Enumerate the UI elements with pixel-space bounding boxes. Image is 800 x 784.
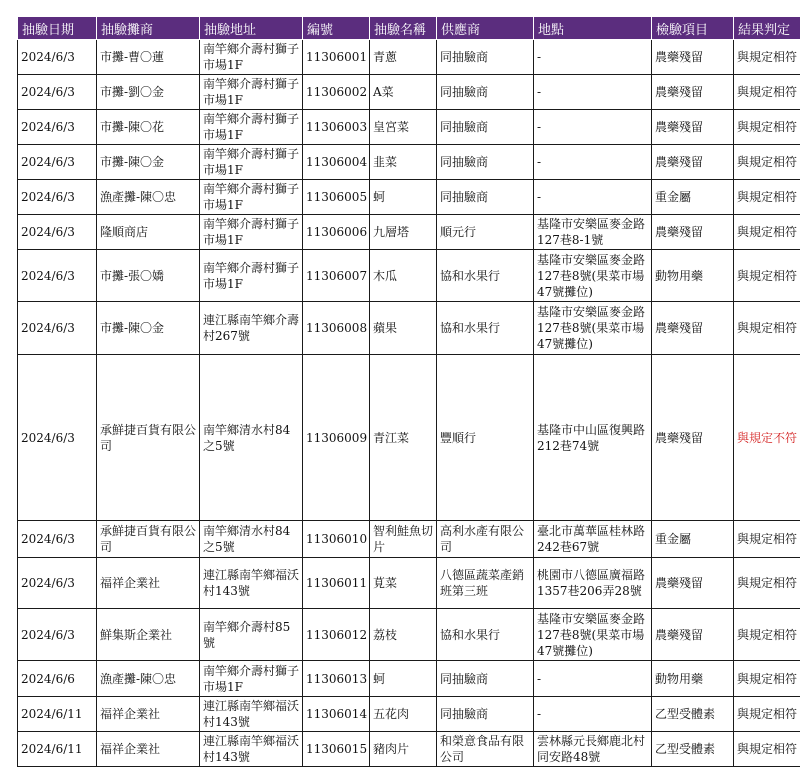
table-row [18, 609, 800, 661]
location-cell: 基隆市安樂區麥金路127巷8號(果菜市場47號攤位) [534, 609, 652, 661]
date-cell: 2024/6/3 [18, 250, 97, 302]
date-cell: 2024/6/11 [18, 732, 97, 767]
item-name-cell: 蘋果 [370, 302, 437, 355]
supplier-cell: 協和水果行 [437, 250, 534, 302]
number-cell: 11306008 [303, 302, 370, 355]
location-cell: - [534, 75, 652, 110]
header-number: 編號 [303, 17, 370, 40]
date-cell: 2024/6/3 [18, 302, 97, 355]
location-cell: - [534, 40, 652, 75]
address-cell: 南竿鄉清水村84之5號 [200, 355, 303, 521]
header-supplier: 供應商 [437, 17, 534, 40]
number-cell: 11306009 [303, 355, 370, 521]
header-test-item: 檢驗項目 [652, 17, 734, 40]
result-cell: 與規定相符 [734, 558, 800, 609]
item-name-cell: 皇宮菜 [370, 110, 437, 145]
number-cell: 11306001 [303, 40, 370, 75]
test-item-cell: 乙型受體素 [652, 697, 734, 732]
result-cell: 與規定相符 [734, 521, 800, 558]
number-cell: 11306006 [303, 215, 370, 250]
location-cell: - [534, 145, 652, 180]
date-cell: 2024/6/3 [18, 145, 97, 180]
result-cell: 與規定相符 [734, 215, 800, 250]
vendor-cell: 鮮集斯企業社 [97, 609, 200, 661]
address-cell: 南竿鄉介壽村85號 [200, 609, 303, 661]
date-cell: 2024/6/3 [18, 180, 97, 215]
supplier-cell: 豐順行 [437, 355, 534, 521]
vendor-cell: 市攤-張〇嬌 [97, 250, 200, 302]
table-row [18, 145, 800, 180]
address-cell: 南竿鄉介壽村獅子市場1F [200, 145, 303, 180]
location-cell: 雲林縣元長鄉鹿北村同安路48號 [534, 732, 652, 767]
item-name-cell: 莧菜 [370, 558, 437, 609]
vendor-cell: 承鮮捷百貨有限公司 [97, 355, 200, 521]
address-cell: 南竿鄉介壽村獅子市場1F [200, 40, 303, 75]
number-cell: 11306010 [303, 521, 370, 558]
address-cell: 南竿鄉介壽村獅子市場1F [200, 661, 303, 697]
address-cell: 南竿鄉介壽村獅子市場1F [200, 250, 303, 302]
date-cell: 2024/6/11 [18, 697, 97, 732]
location-cell: 桃園市八德區廣福路1357巷206弄28號 [534, 558, 652, 609]
number-cell: 11306015 [303, 732, 370, 767]
vendor-cell: 隆順商店 [97, 215, 200, 250]
header-address: 抽驗地址 [200, 17, 303, 40]
header-date: 抽驗日期 [18, 17, 97, 40]
table-row [18, 558, 800, 609]
supplier-cell: 同抽驗商 [437, 145, 534, 180]
supplier-cell: 同抽驗商 [437, 180, 534, 215]
result-cell: 與規定相符 [734, 661, 800, 697]
table-row [18, 40, 800, 75]
location-cell: 基隆市安樂區麥金路127巷8號(果菜市場47號攤位) [534, 302, 652, 355]
location-cell: 基隆市中山區復興路212巷74號 [534, 355, 652, 521]
location-cell: - [534, 661, 652, 697]
test-item-cell: 農藥殘留 [652, 609, 734, 661]
item-name-cell: 豬肉片 [370, 732, 437, 767]
date-cell: 2024/6/3 [18, 609, 97, 661]
result-cell: 與規定相符 [734, 110, 800, 145]
header-result: 結果判定 [734, 17, 800, 40]
address-cell: 連江縣南竿鄉福沃村143號 [200, 732, 303, 767]
table-row [18, 215, 800, 250]
number-cell: 11306012 [303, 609, 370, 661]
date-cell: 2024/6/3 [18, 215, 97, 250]
supplier-cell: 和榮意食品有限公司 [437, 732, 534, 767]
supplier-cell: 同抽驗商 [437, 110, 534, 145]
result-cell: 與規定相符 [734, 145, 800, 180]
vendor-cell: 市攤-陳〇金 [97, 145, 200, 180]
supplier-cell: 協和水果行 [437, 302, 534, 355]
location-cell: - [534, 180, 652, 215]
supplier-cell: 同抽驗商 [437, 75, 534, 110]
test-item-cell: 農藥殘留 [652, 110, 734, 145]
item-name-cell: 九層塔 [370, 215, 437, 250]
item-name-cell: 青江菜 [370, 355, 437, 521]
number-cell: 11306005 [303, 180, 370, 215]
vendor-cell: 漁產攤-陳〇忠 [97, 180, 200, 215]
table-row [18, 75, 800, 110]
date-cell: 2024/6/3 [18, 521, 97, 558]
item-name-cell: 木瓜 [370, 250, 437, 302]
location-cell: - [534, 110, 652, 145]
result-cell: 與規定相符 [734, 180, 800, 215]
location-cell: - [534, 697, 652, 732]
test-item-cell: 農藥殘留 [652, 215, 734, 250]
item-name-cell: 韭菜 [370, 145, 437, 180]
address-cell: 南竿鄉清水村84之5號 [200, 521, 303, 558]
vendor-cell: 市攤-陳〇花 [97, 110, 200, 145]
test-item-cell: 農藥殘留 [652, 75, 734, 110]
result-cell: 與規定相符 [734, 732, 800, 767]
test-item-cell: 乙型受體素 [652, 732, 734, 767]
test-item-cell: 重金屬 [652, 521, 734, 558]
item-name-cell: 青蔥 [370, 40, 437, 75]
location-cell: 臺北市萬華區桂林路242巷67號 [534, 521, 652, 558]
table-row [18, 521, 800, 558]
table-row [18, 180, 800, 215]
item-name-cell: A菜 [370, 75, 437, 110]
address-cell: 連江縣南竿鄉介壽村267號 [200, 302, 303, 355]
supplier-cell: 同抽驗商 [437, 40, 534, 75]
address-cell: 南竿鄉介壽村獅子市場1F [200, 215, 303, 250]
result-cell: 與規定相符 [734, 302, 800, 355]
address-cell: 南竿鄉介壽村獅子市場1F [200, 110, 303, 145]
date-cell: 2024/6/3 [18, 75, 97, 110]
address-cell: 南竿鄉介壽村獅子市場1F [200, 180, 303, 215]
vendor-cell: 福祥企業社 [97, 558, 200, 609]
table-row [18, 697, 800, 732]
supplier-cell: 同抽驗商 [437, 661, 534, 697]
number-cell: 11306003 [303, 110, 370, 145]
supplier-cell: 同抽驗商 [437, 697, 534, 732]
vendor-cell: 福祥企業社 [97, 697, 200, 732]
location-cell: 基隆市安樂區麥金路127巷8-1號 [534, 215, 652, 250]
test-item-cell: 農藥殘留 [652, 145, 734, 180]
vendor-cell: 福祥企業社 [97, 732, 200, 767]
vendor-cell: 市攤-劉〇金 [97, 75, 200, 110]
number-cell: 11306007 [303, 250, 370, 302]
address-cell: 連江縣南竿鄉福沃村143號 [200, 697, 303, 732]
number-cell: 11306002 [303, 75, 370, 110]
test-item-cell: 動物用藥 [652, 250, 734, 302]
table-row [18, 732, 800, 767]
result-cell: 與規定相符 [734, 697, 800, 732]
test-item-cell: 農藥殘留 [652, 302, 734, 355]
test-item-cell: 農藥殘留 [652, 40, 734, 75]
address-cell: 連江縣南竿鄉福沃村143號 [200, 558, 303, 609]
item-name-cell: 荔枝 [370, 609, 437, 661]
number-cell: 11306014 [303, 697, 370, 732]
test-item-cell: 動物用藥 [652, 661, 734, 697]
item-name-cell: 蚵 [370, 180, 437, 215]
header-location: 地點 [534, 17, 652, 40]
table-row [18, 661, 800, 697]
test-item-cell: 農藥殘留 [652, 355, 734, 521]
test-item-cell: 農藥殘留 [652, 558, 734, 609]
date-cell: 2024/6/3 [18, 110, 97, 145]
item-name-cell: 蚵 [370, 661, 437, 697]
address-cell: 南竿鄉介壽村獅子市場1F [200, 75, 303, 110]
test-item-cell: 重金屬 [652, 180, 734, 215]
result-cell: 與規定相符 [734, 250, 800, 302]
date-cell: 2024/6/3 [18, 40, 97, 75]
supplier-cell: 協和水果行 [437, 609, 534, 661]
number-cell: 11306004 [303, 145, 370, 180]
vendor-cell: 市攤-曹〇蓮 [97, 40, 200, 75]
date-cell: 2024/6/6 [18, 661, 97, 697]
supplier-cell: 高利水產有限公司 [437, 521, 534, 558]
result-cell: 與規定相符 [734, 609, 800, 661]
vendor-cell: 承鮮捷百貨有限公司 [97, 521, 200, 558]
table-row [18, 355, 800, 521]
table-row [18, 250, 800, 302]
date-cell: 2024/6/3 [18, 558, 97, 609]
number-cell: 11306011 [303, 558, 370, 609]
header-row [18, 17, 800, 40]
table-row [18, 110, 800, 145]
result-cell: 與規定不符 [734, 355, 800, 521]
table-row [18, 302, 800, 355]
number-cell: 11306013 [303, 661, 370, 697]
inspection-table [17, 16, 800, 767]
result-cell: 與規定相符 [734, 40, 800, 75]
supplier-cell: 八德區蔬菜產銷班第三班 [437, 558, 534, 609]
supplier-cell: 順元行 [437, 215, 534, 250]
result-cell: 與規定相符 [734, 75, 800, 110]
header-vendor: 抽驗攤商 [97, 17, 200, 40]
header-item-name: 抽驗名稱 [370, 17, 437, 40]
vendor-cell: 市攤-陳〇金 [97, 302, 200, 355]
date-cell: 2024/6/3 [18, 355, 97, 521]
item-name-cell: 智利鮭魚切片 [370, 521, 437, 558]
vendor-cell: 漁產攤-陳〇忠 [97, 661, 200, 697]
item-name-cell: 五花肉 [370, 697, 437, 732]
location-cell: 基隆市安樂區麥金路127巷8號(果菜市場47號攤位) [534, 250, 652, 302]
